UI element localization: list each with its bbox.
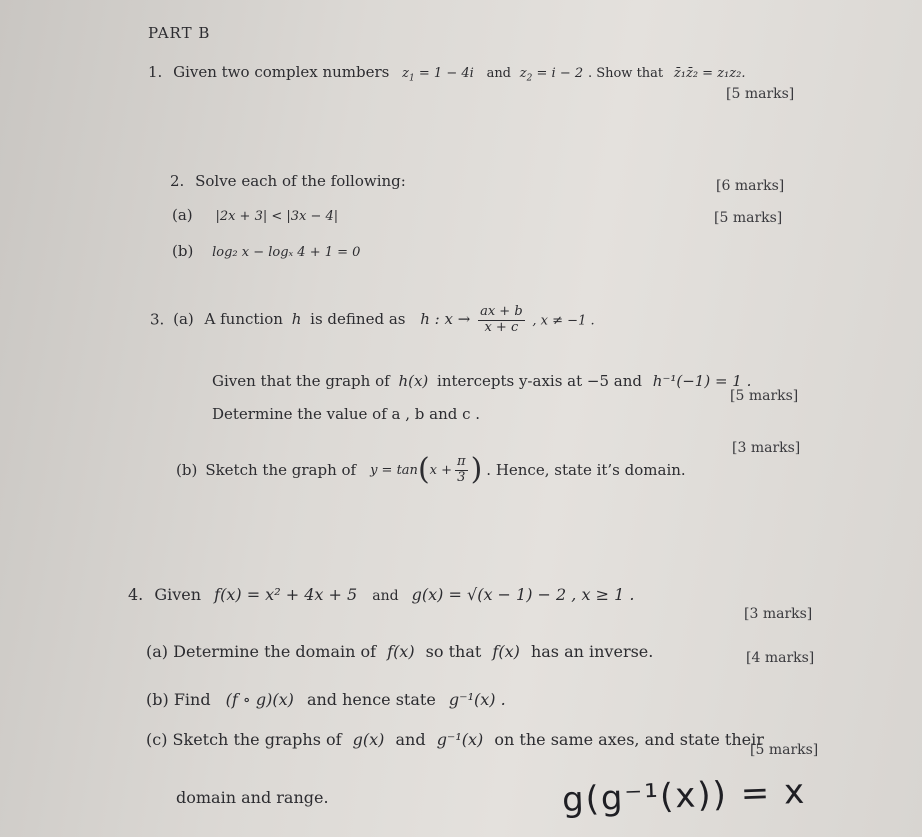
q4c-marks: [5 marks]: [750, 742, 819, 758]
q3a-intercepts: intercepts y-axis at −5 and: [437, 372, 642, 390]
q4a-text: (a) Determine the domain of: [146, 642, 377, 661]
q1-line: [148, 63, 745, 84]
q4a-so-that: so that: [425, 642, 482, 661]
q2b-label: (b): [172, 242, 194, 260]
q3b-hence: . Hence, state it’s domain.: [486, 461, 686, 480]
q3a-given-line: [212, 372, 751, 390]
q4b-line: [146, 690, 506, 709]
q3a-given: Given that the graph of: [212, 372, 390, 390]
q4-f-def: f(x) = x² + 4x + 5: [214, 585, 358, 604]
q3a-fraction: [478, 305, 525, 336]
q3a-marks: [5 marks]: [730, 388, 799, 404]
q1-text: Given two complex numbers: [173, 63, 390, 81]
q4c-line: [146, 730, 764, 749]
q3b-three: 3: [457, 469, 466, 485]
q1-marks: [5 marks]: [726, 86, 795, 102]
q3a-hinv: h⁻¹(−1) = 1 .: [652, 372, 752, 390]
q4b-marks: [4 marks]: [746, 650, 815, 666]
q3a-label: (a): [173, 310, 194, 329]
q1-number: 1.: [148, 63, 163, 81]
q2a-marks: [6 marks]: [716, 178, 785, 194]
q2-line: [170, 172, 406, 190]
q4a-line: [146, 642, 653, 661]
q4c-ginv: g⁻¹(x): [436, 730, 484, 749]
q4a-inverse: has an inverse.: [530, 642, 654, 661]
q3b-pi: π: [457, 454, 466, 469]
q4c-same-axes: on the same axes, and state their: [494, 730, 764, 749]
q3a-numerator: ax + b: [480, 304, 523, 319]
part-heading: PART B: [148, 24, 211, 42]
q4c-gx: g(x): [352, 730, 385, 749]
q1-z2: $z_2 = i - 2$: [519, 66, 584, 84]
q4b-hence: and hence state: [306, 690, 436, 709]
handwritten-note: g(g⁻¹(x)) = x: [561, 771, 807, 821]
q2-number: 2.: [170, 172, 185, 190]
q4c-and: and: [395, 730, 426, 749]
q1-identity: z̄₁z̄₂ = z₁z₂.: [673, 66, 746, 81]
q3b-yeq: y = tan: [370, 462, 418, 478]
q3a-text: A function: [204, 310, 283, 329]
q4-g-def: g(x) = √(x − 1) − 2 , x ≥ 1 .: [411, 585, 635, 604]
q3b-right-paren: ): [470, 452, 483, 488]
q4b-fog: (f ∘ g)(x): [225, 690, 294, 709]
q4c-domain-range: domain and range.: [176, 788, 329, 807]
q3a-hx: h(x): [398, 372, 429, 390]
q3a-defined: is defined as: [310, 310, 406, 329]
q4c-text: (c) Sketch the graphs of: [146, 730, 342, 749]
q4-and: and: [372, 588, 399, 604]
q4b-ginv: g⁻¹(x) .: [448, 690, 506, 709]
q2b-marks: [5 marks]: [714, 210, 783, 226]
q4-line: [128, 585, 634, 604]
q3b-left-paren: (: [417, 452, 430, 488]
q3a-h: h: [291, 310, 302, 329]
q4-number: 4.: [128, 585, 144, 604]
q2a-expr: |2x + 3| < |3x − 4|: [215, 209, 339, 224]
q3b-fraction: [455, 455, 468, 486]
q2a-line: [172, 206, 338, 224]
q3a-map: h : x →: [420, 310, 471, 329]
q3b-label: (b): [176, 461, 198, 480]
q1-show: . Show that: [587, 66, 664, 81]
q1-and: and: [486, 66, 512, 81]
q3b-text: Sketch the graph of: [205, 461, 357, 480]
q4a-marks: [3 marks]: [744, 606, 813, 622]
q2-text: Solve each of the following:: [195, 172, 406, 190]
q4b-text: (b) Find: [146, 690, 211, 709]
q3a-determine: Determine the value of a , b and c .: [212, 405, 481, 423]
q3-number: 3.: [150, 310, 165, 329]
q2b-expr: log₂ x − logₓ 4 + 1 = 0: [212, 245, 361, 260]
q3a-condition: , x ≠ −1 .: [532, 313, 595, 329]
q2a-label: (a): [172, 206, 193, 224]
q3a-denominator: x + c: [484, 319, 519, 335]
q4a-fx2: f(x): [492, 642, 520, 661]
q3b-line: [176, 452, 686, 488]
q1-z1: $z_1 = 1 - 4i$: [402, 66, 474, 84]
q3b-marks: [3 marks]: [732, 440, 801, 456]
q3a-line: [150, 305, 595, 336]
q4-given: Given: [154, 585, 202, 604]
q4a-fx: f(x): [387, 642, 415, 661]
q3b-xplus: x +: [429, 462, 453, 478]
q2b-line: [172, 242, 360, 260]
